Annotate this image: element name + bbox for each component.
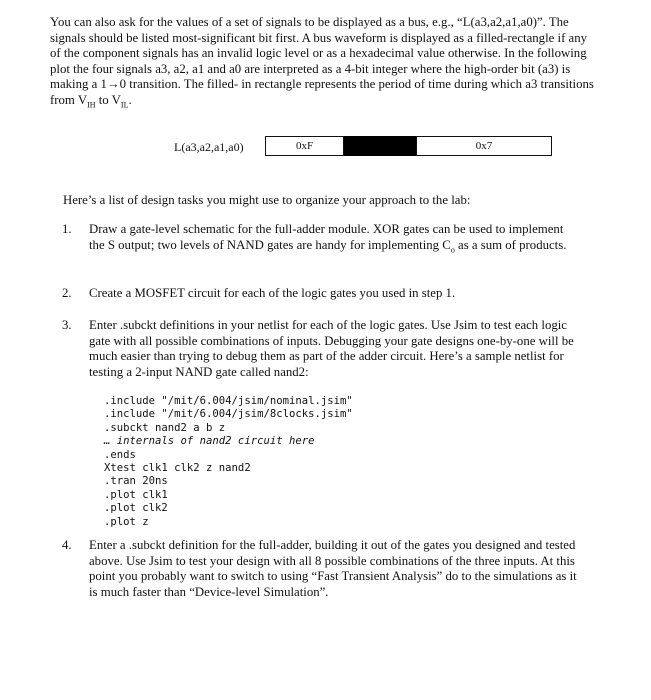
code-line: .plot clk1 — [104, 488, 168, 501]
task-text — [89, 222, 579, 253]
intro-paragraph — [50, 15, 600, 109]
code-line: .plot clk2 — [104, 502, 168, 515]
bus-invalid-filled-rect — [344, 136, 416, 156]
intro-text-4: . — [128, 92, 132, 107]
bus-label: L(a3,a2,a1,a0) — [174, 140, 244, 154]
code-line: .include "/mit/6.004/jsim/8clocks.jsim" — [104, 408, 353, 421]
code-line: .include "/mit/6.004/jsim/nominal.jsim" — [104, 395, 353, 407]
task-text: Create a MOSFET circuit for each of the logic gates you used in step 1. — [89, 286, 456, 300]
bus-value-before: 0xF — [265, 136, 344, 156]
right-arrow-symbol: → — [106, 77, 120, 92]
bus-waveform — [174, 136, 574, 158]
task-text: Enter .subckt definitions in your netlist for each of the logic gates. Use Jsim to test each logic gate with all possible combinations of inputs. Debugging your gate designs one-by-one will be much easier than trying to debug them as part of the adder circuit. Here’s a sample netlist for testing a 2-input NAND gate called nand2: — [89, 318, 574, 379]
code-line: .ends — [104, 448, 136, 461]
intro-text-3: to V — [95, 92, 121, 107]
tasks-intro: Here’s a list of design tasks you might use to organize your approach to the lab: — [63, 193, 471, 207]
code-line: … internals of nand2 circuit here — [104, 435, 315, 448]
code-line: .plot z — [104, 515, 149, 528]
task-number: 3. — [62, 318, 72, 332]
code-line: .tran 20ns — [104, 475, 168, 488]
code-line: .subckt nand2 a b z — [104, 421, 226, 434]
vil-subscript: IL — [120, 100, 129, 110]
intro-text-1: You can also ask for the values of a set of signals to be displayed as a bus, e.g., “L(a3,a2,a1,a0)”. The signals should be listed most-significant bit first. A bus waveform is displayed as a filled-rectangle if any of the component signals has an invalid logic level or as a hexadecimal value otherwise. In the following plot the four signals a3, a2, a1 and a0 are interpreted as a 4-bit integer where the high-order bit (a3) is making a 1 — [50, 15, 588, 92]
task-text-b: as a sum of products. — [454, 237, 567, 252]
task-text: Enter a .subckt definition for the full-adder, building it out of the gates you designed and tested above. Use Jsim to test your design with all 8 possible combinations of the three inputs. At this point you probably want to switch to using “Fast Transient Analysis” do to the simulations as it is much faster than “Device-level Simulation”. — [89, 538, 577, 599]
intro-text-2: 0 transition. The filled- in rectangle represents the period of time during which a3 transitions from V — [50, 77, 594, 107]
netlist-code-block — [104, 395, 353, 529]
task-number: 4. — [62, 538, 72, 552]
co-subscript: o — [450, 245, 455, 255]
task-number: 1. — [62, 222, 72, 236]
code-line: Xtest clk1 clk2 z nand2 — [104, 462, 251, 475]
task-text-a: Draw a gate-level schematic for the full-adder module. XOR gates can be used to implement the S output; two levels of NAND gates are handy for implementing C — [89, 222, 564, 252]
vih-subscript: IH — [87, 100, 96, 110]
bus-value-after: 0x7 — [416, 136, 552, 156]
task-number: 2. — [62, 286, 72, 300]
